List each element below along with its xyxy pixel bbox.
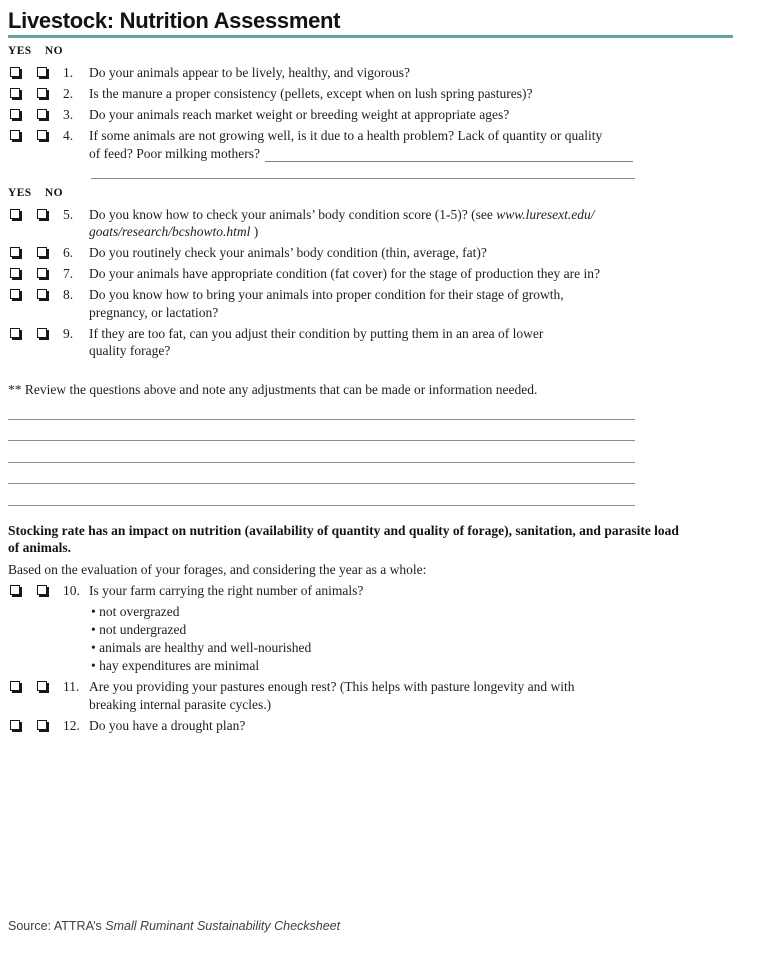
no-checkbox[interactable]: [37, 88, 47, 98]
write-line[interactable]: [8, 463, 635, 485]
question-text: Are you providing your pastures enough rest? (This helps with pasture longevity and with breaking internal parasite cycles.): [89, 679, 575, 712]
no-checkbox[interactable]: [37, 209, 47, 219]
question-text: Do you know how to bring your animals into proper condition for their stage of growth, pregnancy, or lactation?: [89, 287, 564, 320]
yes-checkbox[interactable]: [10, 209, 20, 219]
question-number: 4.: [63, 128, 74, 143]
yes-checkbox[interactable]: [10, 247, 20, 257]
question-text: Do you routinely check your animals’ body condition (thin, average, fat)?: [89, 245, 487, 260]
question-number: 8.: [63, 287, 74, 302]
no-checkbox[interactable]: [37, 681, 47, 691]
question-row: [8, 127, 768, 162]
yes-checkbox[interactable]: [10, 585, 20, 595]
yes-no-column-headers: [8, 45, 768, 57]
no-checkbox[interactable]: [37, 109, 47, 119]
yes-checkbox[interactable]: [10, 289, 20, 299]
question-row: [8, 244, 768, 262]
forage-evaluation-intro: Based on the evaluation of your forages, and considering the year as a whole:: [8, 561, 427, 577]
yes-checkbox[interactable]: [10, 681, 20, 691]
review-instruction: ** Review the questions above and note any adjustments that can be made or information needed.: [8, 381, 538, 397]
no-checkbox[interactable]: [37, 67, 47, 77]
yes-checkbox[interactable]: [10, 67, 20, 77]
fill-in-line[interactable]: [91, 166, 635, 179]
question-row: [8, 582, 768, 600]
yes-checkbox[interactable]: [10, 109, 20, 119]
fill-in-line[interactable]: [265, 148, 633, 162]
question-number: 3.: [63, 107, 74, 122]
write-line[interactable]: [8, 398, 635, 420]
yes-checkbox[interactable]: [10, 268, 20, 278]
source-attribution: [8, 919, 340, 933]
no-checkbox[interactable]: [37, 328, 47, 338]
question-row: [8, 64, 768, 82]
no-checkbox[interactable]: [37, 268, 47, 278]
yes-column-header: YES: [8, 45, 32, 57]
list-item: • not undergrazed: [91, 621, 768, 639]
no-checkbox[interactable]: [37, 720, 47, 730]
question-row: [8, 106, 768, 124]
stocking-rate-heading: Stocking rate has an impact on nutrition (availability of quantity and quality of forage), sanitation, and parasite load of animals.: [8, 522, 679, 555]
yes-checkbox[interactable]: [10, 720, 20, 730]
question-text: Do your animals reach market weight or breeding weight at appropriate ages?: [89, 107, 510, 122]
yes-checkbox[interactable]: [10, 328, 20, 338]
no-checkbox[interactable]: [37, 247, 47, 257]
yes-column-header: YES: [8, 186, 32, 199]
source-document-title: Small Ruminant Sustainability Checksheet: [105, 919, 341, 933]
yes-checkbox[interactable]: [10, 88, 20, 98]
question-number: 5.: [63, 206, 74, 222]
notes-write-area: [8, 398, 635, 506]
question-row: [8, 325, 768, 360]
question-text: Is your farm carrying the right number of animals?: [89, 583, 364, 598]
question-text: Do your animals appear to be lively, healthy, and vigorous?: [89, 65, 411, 80]
question-number: 9.: [63, 325, 74, 341]
page-title: Livestock: Nutrition Assessment: [8, 8, 341, 33]
yes-no-column-headers: [8, 187, 768, 199]
write-line[interactable]: [8, 484, 635, 506]
title-accent-rule: [8, 35, 733, 38]
question-number: 12.: [63, 717, 80, 733]
no-checkbox[interactable]: [37, 289, 47, 299]
write-line[interactable]: [8, 441, 635, 463]
question-row: [8, 85, 768, 103]
question-row: [8, 286, 768, 321]
question-text: Is the manure a proper consistency (pellets, except when on lush spring pastures)?: [89, 86, 533, 101]
question-number: 7.: [63, 266, 74, 281]
question-number: 1.: [63, 65, 74, 80]
question-number: 6.: [63, 245, 74, 260]
question-text: If some animals are not growing well, is it due to a health problem? Lack of quantity or quality of feed? Poor milking mothers?: [89, 127, 633, 162]
url-text: www.luresext.edu/: [496, 206, 595, 222]
question-row: [8, 678, 768, 713]
yes-checkbox[interactable]: [10, 130, 20, 140]
question-number: 2.: [63, 86, 74, 101]
url-text: goats/research/bcshowto.html: [89, 224, 251, 239]
question-text: Do you know how to check your animals’ body condition score (1-5)? (see www.luresext.edu/ goats/research/bcshowto.html ): [89, 206, 595, 239]
list-item: • not overgrazed: [91, 603, 768, 621]
list-item: • hay expenditures are minimal: [91, 657, 768, 675]
question-number: 10.: [63, 583, 80, 598]
question-text: Do your animals have appropriate condition (fat cover) for the stage of production they are in?: [89, 266, 600, 281]
no-column-header: NO: [44, 186, 63, 199]
question-text: Do you have a drought plan?: [89, 717, 246, 733]
no-checkbox[interactable]: [37, 130, 47, 140]
question-row: [8, 717, 768, 735]
question-row: [8, 206, 768, 241]
no-column-header: NO: [44, 45, 63, 57]
stocking-criteria-list: [91, 603, 768, 675]
list-item: • animals are healthy and well-nourished: [91, 639, 768, 657]
question-row: [8, 265, 768, 283]
write-line[interactable]: [8, 420, 635, 442]
source-prefix: Source: ATTRA’s: [8, 919, 106, 933]
question-text: If they are too fat, can you adjust their condition by putting them in an area of lower quality forage?: [89, 325, 544, 358]
question-number: 11.: [63, 679, 80, 694]
no-checkbox[interactable]: [37, 585, 47, 595]
